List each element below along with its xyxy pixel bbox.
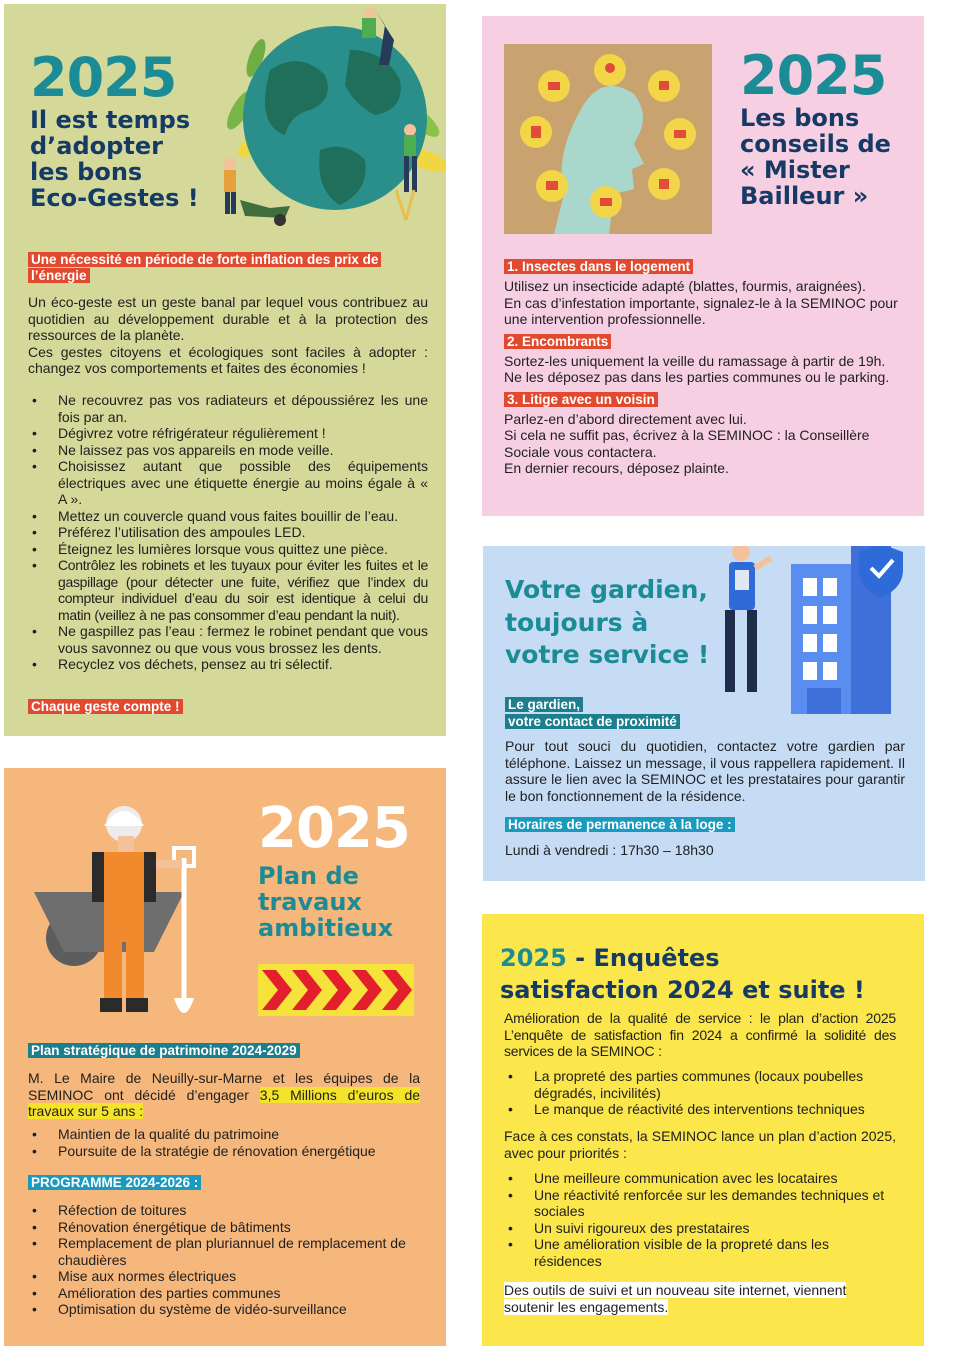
bailleur-title-line: « Mister [740,155,850,184]
eco-title [30,108,199,212]
list-item: • Recyclez vos déchets, pensez au tri sélectif. [28,656,428,673]
list-item: • Une meilleure communication avec les locataires [504,1170,896,1187]
list-item: • Le manque de réactivité des interventions techniques [504,1101,896,1118]
list-item: • Une amélioration visible de la propreté dans les résidences [504,1236,896,1269]
enquetes-title [500,942,865,1007]
travaux-panel [4,768,446,1346]
list-item: • Mettez un couvercle quand vous faites bouillir de l’eau. [28,508,428,525]
eco-bullet-list [28,392,428,673]
bailleur-section-line: Parlez-en d’abord directement avec lui. [504,410,747,427]
enquetes-bullet-list-1 [504,1068,896,1118]
eco-intro-2: Ces gestes citoyens et écologiques sont faciles à adopter : changez vos comportements et faites des économies ! [28,343,428,376]
bailleur-year: 2025 [740,44,887,107]
eco-gestes-panel [4,4,446,736]
enquetes-closing-text: Des outils de suivi et un nouveau site internet, viennent soutenir les engagements. [504,1282,847,1315]
list-item: • Mise aux normes électriques [28,1268,420,1285]
travaux-intro-text: M. Le Maire de Neuilly-sur-Marne et les équipes de la SEMINOC ont décidé d’engager [28,1070,420,1103]
list-item: • Éteignez les lumières lorsque vous quittez une pièce. [28,541,428,558]
profile-ideas-illustration [504,44,712,234]
enquetes-intro: Amélioration de la qualité de service : le plan d’action 2025 L’enquête de satisfaction fin 2024 a confirmé la solidité des services de la SEMINOC : [504,1010,896,1059]
worker-wheelbarrow-illustration [34,798,234,1028]
bailleur-title-line: Bailleur » [740,181,869,210]
eco-subtitle: Une nécessité en période de forte inflation des prix de l’énergie [28,252,381,283]
list-item: • Préférez l’utilisation des ampoules LED. [28,524,428,541]
caretaker-building-illustration [711,546,921,714]
travaux-bullet-list-1 [28,1126,420,1159]
list-item: • La propreté des parties communes (locaux poubelles dégradés, incivilités) [504,1068,896,1101]
list-item: • Rénovation énergétique de bâtiments [28,1219,420,1236]
enquetes-closing [504,1282,896,1315]
travaux-title-line: ambitieux [258,913,394,942]
eco-footer-tag: Chaque geste compte ! [28,699,183,714]
bailleur-panel [482,16,924,516]
list-item: • Amélioration des parties communes [28,1285,420,1302]
bailleur-section-heading: 3. Litige avec un voisin [504,392,658,407]
gardien-title [505,574,709,672]
bailleur-section-heading: 2. Encombrants [504,334,611,349]
gardien-panel [483,546,925,881]
eco-year: 2025 [30,46,177,109]
list-item: • Dégivrez votre réfrigérateur régulièrement ! [28,425,428,442]
list-item: • Une réactivité renforcée sur les demandes techniques et sociales [504,1187,896,1220]
gardien-title-line: votre service ! [505,640,710,669]
gardien-tag-1a: Le gardien, [505,697,583,712]
list-item: • Réfection de toitures [28,1202,420,1219]
bailleur-section-line: En cas d’infestation importante, signalez-le à la SEMINOC pour une intervention professionnelle. [504,294,898,327]
eco-title-line: d’adopter [30,131,163,160]
list-item: • Maintien de la qualité du patrimoine [28,1126,420,1143]
list-item: • Ne laissez pas vos appareils en mode veille. [28,442,428,459]
travaux-title [258,864,393,942]
bailleur-section-line: En dernier recours, déposez plainte. [504,460,729,476]
gardien-title-line: Votre gardien, [505,575,708,604]
list-item: • Contrôlez les robinets et les tuyaux pour éviter les fuites et le gaspillage (pour détecter une fuite, vérifiez que l’index du compteur individuel d’eau du soir est identique à celui du matin (veillez à ne pas consommer d’eau pendant la nuit). [28,557,428,623]
list-item: • Remplacement de plan pluriannuel de remplacement de chaudières [28,1235,420,1268]
enquetes-title-rest: - Enquêtes [566,944,720,972]
gardien-title-line: toujours à [505,607,649,637]
bailleur-section-line: Utilisez un insecticide adapté (blattes, fourmis, araignées). [504,278,866,294]
gardien-hours: Lundi à vendredi : 17h30 – 18h30 [505,842,714,858]
list-item: • Choisissez autant que possible des équipements électriques avec une étiquette énergie au moins égale à « A ». [28,458,428,508]
travaux-tag-2: PROGRAMME 2024-2026 : [28,1175,201,1190]
list-item: • Ne recouvrez pas vos radiateurs et dépoussiérez les une fois par an. [28,392,428,425]
enquetes-title-line: satisfaction 2024 et suite ! [500,976,865,1005]
eco-title-line: Il est temps [30,106,191,134]
travaux-intro [28,1070,420,1120]
list-item: • Poursuite de la stratégie de rénovation énergétique [28,1143,420,1160]
bailleur-title-line: Les bons [740,104,860,132]
enquetes-bullet-list-2 [504,1170,896,1269]
gardien-tag-1b: votre contact de proximité [505,714,680,729]
bailleur-section-heading: 1. Insectes dans le logement [504,259,693,274]
list-item: • Optimisation du système de vidéo-surveillance [28,1301,420,1318]
bailleur-title [740,106,891,210]
bailleur-title-line: conseils de [740,129,891,158]
travaux-bullet-list-2 [28,1202,420,1318]
eco-intro-1: Un éco-geste est un geste banal par lequel vous contribuez au quotidien au développement durable et à la protection des ressources de la planète. [28,294,428,343]
enquetes-year: 2025 [500,944,567,972]
travaux-tag-1: Plan stratégique de patrimoine 2024-2029 [28,1043,300,1058]
bailleur-section-line: Si cela ne suffit pas, écrivez à la SEMINOC : la Conseillère Sociale vous contactera. [504,427,870,460]
gardien-tag-2: Horaires de permanence à la loge : [505,817,735,832]
chevrons-banner [258,964,414,1016]
eco-title-line: Eco-Gestes ! [30,183,199,212]
enquetes-middle: Face à ces constats, la SEMINOC lance un plan d’action 2025, avec pour priorités : [504,1128,896,1161]
enquetes-panel [482,914,924,1346]
travaux-year: 2025 [258,796,410,861]
bailleur-section-line: Ne les déposez pas dans les parties communes ou le parking. [504,369,890,385]
travaux-title-line: Plan de [258,862,359,890]
travaux-title-line: travaux [258,887,362,916]
bailleur-section-line: Sortez-les uniquement la veille du ramassage à partir de 19h. [504,352,886,369]
list-item: • Un suivi rigoureux des prestataires [504,1220,896,1237]
list-item: • Ne gaspillez pas l’eau : fermez le robinet pendant que vous vous savonnez ou que vous vous brossez les dents. [28,623,428,656]
travaux-intro-highlight: 3,5 Millions d’euros de travaux sur 5 ans : [28,1086,421,1119]
gardien-body: Pour tout souci du quotidien, contactez votre gardien par téléphone. Laissez un message, il vous rappellera rapidement. Il assure le lien avec la SEMINOC et les prestataires pour garantir le bon fonctionnement de la résidence. [505,738,905,804]
eco-title-line: les bons [30,157,143,186]
earth-illustration [200,4,446,240]
